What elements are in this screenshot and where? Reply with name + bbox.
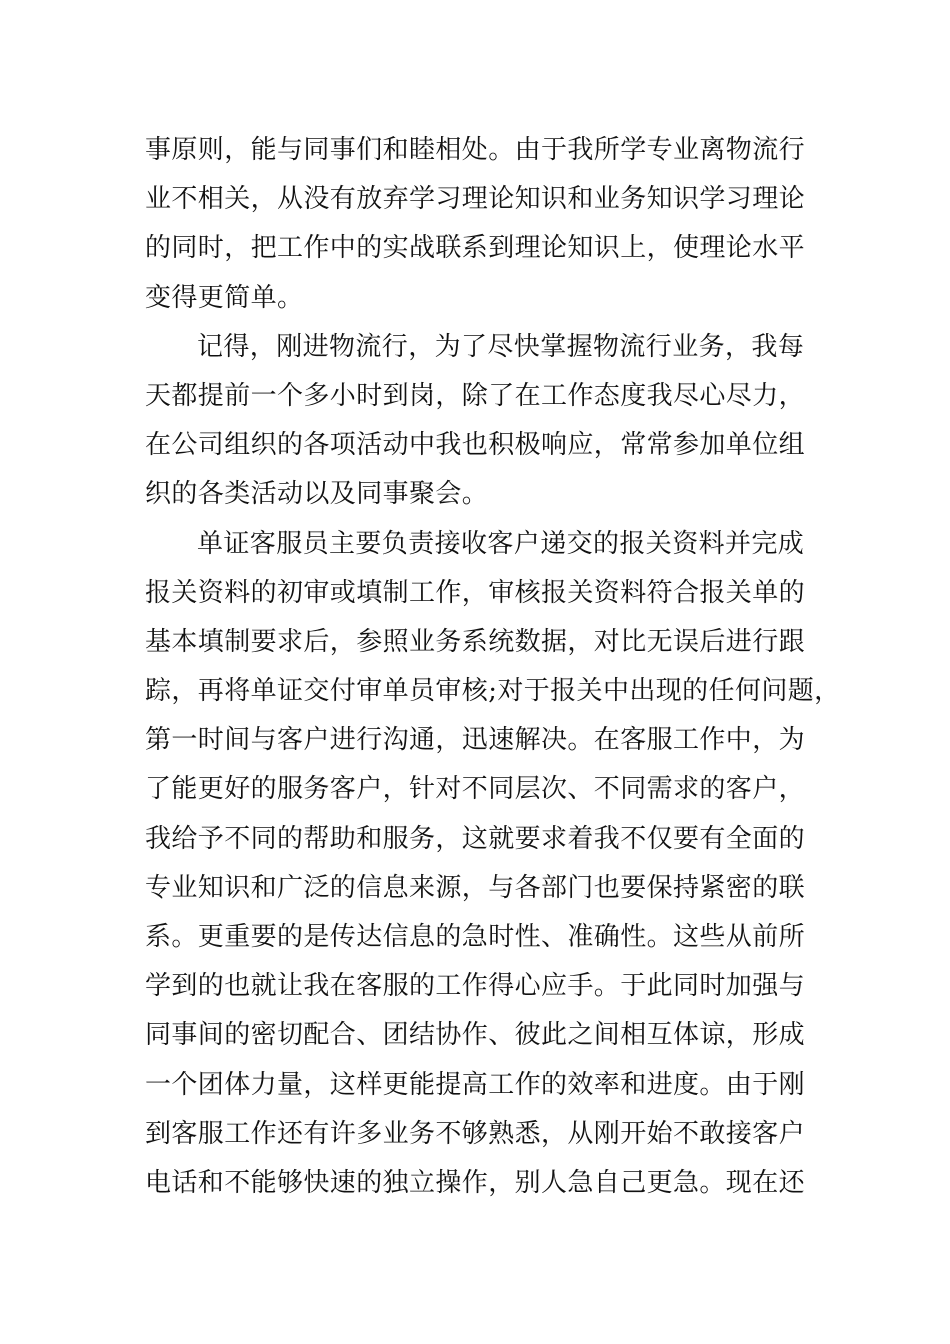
paragraph-first-line: 单证客服员主要负责接收客户递交的报关资料并完成 [197, 528, 805, 559]
body-text [145, 126, 841, 1208]
text-line: 的同时，把工作中的实战联系到理论知识上，使理论水平 [145, 233, 806, 264]
text-line: 事原则，能与同事们和睦相处。由于我所学专业离物流行 [145, 135, 806, 165]
text-line: 变得更简单。 [145, 282, 304, 313]
text-line: 我给予不同的帮助和服务，这就要求着我不仅要有全面的 [145, 823, 806, 854]
text-line: 踪，再将单证交付审单员审核;对于报关中出现的任何问题， [145, 676, 841, 707]
text-line: 天都提前一个多小时到岗，除了在工作态度我尽心尽力， [145, 380, 806, 411]
text-line: 基本填制要求后，参照业务系统数据，对比无误后进行跟 [145, 626, 806, 657]
paragraph-first-line: 记得，刚进物流行，为了尽快掌握物流行业务，我每 [197, 331, 805, 362]
text-line: 专业知识和广泛的信息来源，与各部门也要保持紧密的联 [145, 872, 806, 903]
text-line: 同事间的密切配合、团结协作、彼此之间相互体谅，形成 [145, 1020, 806, 1051]
text-line: 一个团体力量，这样更能提高工作的效率和进度。由于刚 [145, 1069, 806, 1100]
text-line: 第一时间与客户进行沟通，迅速解决。在客服工作中，为 [145, 725, 806, 756]
text-line: 织的各类活动以及同事聚会。 [145, 479, 489, 510]
text-line: 电话和不能够快速的独立操作，别人急自己更急。现在还 [145, 1167, 806, 1198]
text-line: 了能更好的服务客户，针对不同层次、不同需求的客户， [145, 774, 806, 805]
text-line: 学到的也就让我在客服的工作得心应手。于此同时加强与 [145, 971, 806, 1002]
text-line: 系。更重要的是传达信息的急时性、准确性。这些从前所 [145, 922, 806, 952]
text-line: 在公司组织的各项活动中我也积极响应，常常参加单位组 [145, 430, 806, 461]
text-line: 业不相关，从没有放弃学习理论知识和业务知识学习理论 [145, 184, 806, 215]
text-line: 到客服工作还有许多业务不够熟悉，从刚开始不敢接客户 [145, 1118, 806, 1149]
text-line: 报关资料的初审或填制工作，审核报关资料符合报关单的 [145, 577, 806, 608]
